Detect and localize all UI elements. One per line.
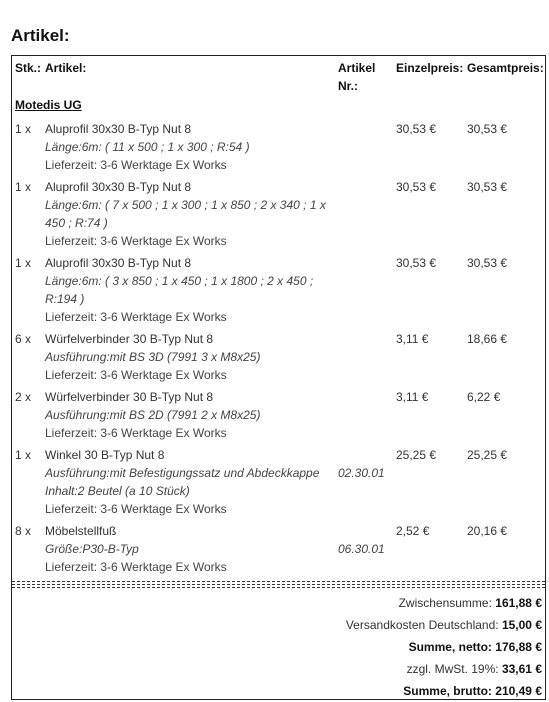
summary-vat-label: zzgl. MwSt. 19%: — [406, 662, 499, 676]
item-description — [45, 330, 330, 384]
summary-subtotal — [399, 596, 542, 610]
item-unit-price: 3,11 € — [396, 390, 429, 404]
header-article: Artikel: — [45, 61, 87, 75]
item-unit-price: 25,25 € — [396, 448, 437, 462]
item-total-price: 25,25 € — [467, 448, 508, 462]
summary-net-label: Summe, netto: — [408, 640, 492, 654]
item-quantity: 6 x — [15, 332, 32, 346]
item-quantity: 1 x — [15, 180, 32, 194]
item-variant: Größe:P30-B-Typ — [45, 542, 139, 556]
item-quantity: 1 x — [15, 448, 32, 462]
item-article-number: 02.30.01 — [338, 466, 385, 480]
item-variant: R:194 ) — [45, 292, 85, 306]
item-total-price: 20,16 € — [467, 524, 508, 538]
summary-shipping-label: Versandkosten Deutschland: — [345, 618, 499, 632]
item-quantity: 1 x — [15, 122, 32, 136]
summary-shipping — [346, 618, 542, 632]
item-quantity: 8 x — [15, 524, 32, 538]
separator-line-1 — [12, 581, 545, 582]
item-article-number: 06.30.01 — [338, 542, 385, 556]
item-delivery-time: Lieferzeit: 3-6 Werktage Ex Works — [45, 368, 227, 382]
item-delivery-time: Lieferzeit: 3-6 Werktage Ex Works — [45, 502, 227, 516]
item-description — [45, 178, 330, 250]
item-variant: Länge:6m: ( 11 x 500 ; 1 x 300 ; R:54 ) — [45, 140, 250, 154]
item-quantity: 2 x — [15, 390, 32, 404]
summary-vat — [407, 662, 542, 676]
item-variant: Ausführung:mit BS 3D (7991 3 x M8x25) — [45, 350, 261, 364]
summary-subtotal-value: 161,88 € — [495, 596, 542, 610]
order-items-table — [11, 55, 546, 700]
header-qty: Stk.: — [15, 61, 42, 75]
item-delivery-time: Lieferzeit: 3-6 Werktage Ex Works — [45, 426, 227, 440]
separator-line-3 — [12, 587, 545, 588]
header-article-nr-2: Nr.: — [338, 79, 359, 93]
item-total-price: 30,53 € — [467, 180, 508, 194]
item-description — [45, 254, 330, 326]
item-variant: Inhalt:2 Beutel (a 10 Stück) — [45, 484, 190, 498]
page-title: Artikel: — [11, 26, 70, 45]
summary-net-value: 176,88 € — [495, 640, 542, 654]
item-variant: Länge:6m: ( 3 x 850 ; 1 x 450 ; 1 x 1800 ; 2 x 450 ; — [45, 274, 314, 288]
item-name: Winkel 30 B-Typ Nut 8 — [45, 448, 165, 462]
vendor-name: Motedis UG — [15, 98, 82, 112]
item-name: Möbelstellfuß — [45, 524, 117, 538]
item-quantity: 1 x — [15, 256, 32, 270]
item-description — [45, 388, 330, 442]
summary-shipping-value: 15,00 € — [501, 618, 542, 632]
item-total-price: 30,53 € — [467, 256, 508, 270]
item-unit-price: 30,53 € — [396, 122, 437, 136]
summary-gross — [403, 684, 542, 698]
item-unit-price: 30,53 € — [396, 256, 437, 270]
summary-subtotal-label: Zwischensumme: — [398, 596, 492, 610]
item-description — [45, 522, 330, 576]
summary-vat-value: 33,61 € — [501, 662, 542, 676]
item-variant: 450 ; R:74 ) — [45, 216, 108, 230]
item-variant: Ausführung:mit BS 2D (7991 2 x M8x25) — [45, 408, 261, 422]
summary-net — [409, 640, 542, 654]
item-total-price: 18,66 € — [467, 332, 508, 346]
item-variant: Länge:6m: ( 7 x 500 ; 1 x 300 ; 1 x 850 ; 2 x 340 ; 1 x — [45, 198, 326, 212]
item-name: Aluprofil 30x30 B-Typ Nut 8 — [45, 122, 192, 136]
item-delivery-time: Lieferzeit: 3-6 Werktage Ex Works — [45, 560, 227, 574]
item-delivery-time: Lieferzeit: 3-6 Werktage Ex Works — [45, 158, 227, 172]
item-name: Würfelverbinder 30 B-Typ Nut 8 — [45, 332, 214, 346]
summary-gross-label: Summe, brutto: — [403, 684, 492, 698]
item-name: Würfelverbinder 30 B-Typ Nut 8 — [45, 390, 214, 404]
separator-line-2 — [12, 584, 545, 585]
header-article-nr-1: Artikel — [338, 61, 376, 75]
item-delivery-time: Lieferzeit: 3-6 Werktage Ex Works — [45, 234, 227, 248]
item-description — [45, 446, 330, 518]
item-delivery-time: Lieferzeit: 3-6 Werktage Ex Works — [45, 310, 227, 324]
item-unit-price: 2,52 € — [396, 524, 430, 538]
item-unit-price: 3,11 € — [396, 332, 429, 346]
item-total-price: 6,22 € — [467, 390, 501, 404]
item-description — [45, 120, 330, 174]
header-unit-price: Einzelpreis: — [396, 61, 464, 75]
item-total-price: 30,53 € — [467, 122, 508, 136]
item-unit-price: 30,53 € — [396, 180, 437, 194]
item-name: Aluprofil 30x30 B-Typ Nut 8 — [45, 180, 192, 194]
header-total-price: Gesamtpreis: — [467, 61, 544, 75]
item-variant: Ausführung:mit Befestigungssatz und Abdeckkappe — [45, 466, 320, 480]
summary-gross-value: 210,49 € — [495, 684, 542, 698]
item-name: Aluprofil 30x30 B-Typ Nut 8 — [45, 256, 192, 270]
